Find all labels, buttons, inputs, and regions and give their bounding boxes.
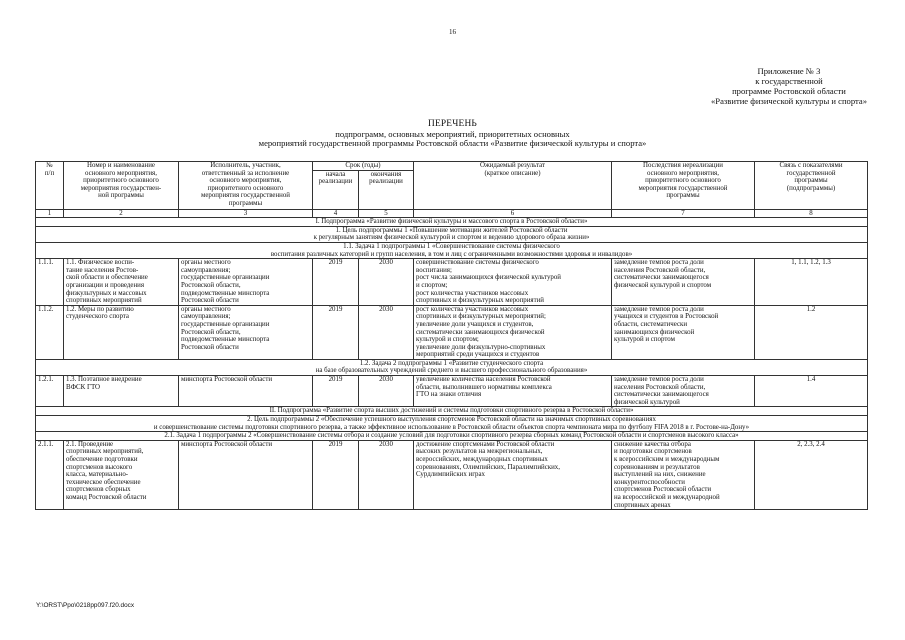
section-row (36, 226, 868, 242)
column-number: 4 (313, 209, 359, 218)
header-start: начала реализации (313, 170, 359, 209)
goal-heading: 2. Цель подпрограммы 2 «Обеспечение успешного выступления спортсменов Ростовской области на значимых спортивных соревнованиях и совершенствование системы подготовки спортивного резерва, а также эффективное использование в Ростовской области объектов спорта чемпионата мира по футболу FIFA 2018 в г. Ростове-на-Дону» (36, 416, 868, 432)
row-num: 1.2.1. (36, 376, 64, 407)
file-path-footer: Y:\ORST\Ppo\0218pp097.f20.docx (36, 602, 135, 609)
appendix-line: «Развитие физической культуры и спорта» (711, 96, 867, 106)
appendix-line: к государственной (755, 76, 823, 86)
row-executor: минспорта Ростовской области (179, 376, 313, 407)
section-row (36, 416, 868, 432)
column-number: 6 (414, 209, 612, 218)
row-name: 1.3. Поэтапное внедрение ВФСК ГТО (64, 376, 179, 407)
row-link: 1.4 (755, 376, 868, 407)
row-link: 2, 2.3, 2.4 (755, 440, 868, 509)
header-term: Срок (годы) (313, 162, 414, 171)
column-number: 1 (36, 209, 64, 218)
column-number: 5 (359, 209, 414, 218)
row-num: 2.1.1. (36, 440, 64, 509)
section-row (36, 407, 868, 416)
measures-table (35, 161, 868, 510)
header-consequences: Последствия нереализации основного мероприятия, приоритетного основного мероприятия государственной программы (612, 162, 755, 210)
document-heading (0, 120, 905, 149)
table-row (36, 305, 868, 359)
table-header-row (36, 162, 868, 171)
header-result: Ожидаемый результат (краткое описание) (414, 162, 612, 210)
header-end: окончания реализации (359, 170, 414, 209)
row-num: 1.1.2. (36, 305, 64, 359)
section-row (36, 242, 868, 258)
row-executor: органы местного самоуправления; государственные организации Ростовской области, подведомственные минспорта Ростовской области (179, 259, 313, 306)
table-row (36, 259, 868, 306)
row-consequences: замедление темпов роста доли населения Ростовской области, систематически занимающегося физической культурой (612, 376, 755, 407)
row-link: 1.2 (755, 305, 868, 359)
row-start: 2019 (313, 305, 359, 359)
row-start: 2019 (313, 376, 359, 407)
row-executor: органы местного самоуправления; государственные организации Ростовской области, подведомственные минспорта Ростовской области (179, 305, 313, 359)
row-start: 2019 (313, 259, 359, 306)
task-heading: 1.2. Задача 2 подпрограммы 1 «Развитие студенческого спорта на базе образовательных учреждений среднего и высшего профессионального образования» (36, 359, 868, 375)
row-name: 1.1. Физическое воспи- тание населения Ростов- ской области и обеспечение организации и проведения физкультурных и массовых спортивных мероприятий (64, 259, 179, 306)
document-subtitle: подпрограмм, основных мероприятий, приоритетных основных (335, 128, 570, 139)
section-row (36, 218, 868, 227)
page-number: 16 (449, 28, 456, 36)
row-end: 2030 (359, 305, 414, 359)
row-result: совершенствование системы физического воспитания; рост числа занимающихся физической культурой и спортом; рост количества участников массовых спортивных и физкультурных мероприятий (414, 259, 612, 306)
row-result: достижение спортсменами Ростовской области высоких результатов на межрегиональных, всероссийских, международных спортивных соревнованиях, Олимпийских, Паралимпийских, Сурдлимпийских играх (414, 440, 612, 509)
appendix-line: программе Ростовской области (732, 86, 846, 96)
row-consequences: замедление темпов роста доли населения Ростовской области, систематически занимающегося физической культурой и спортом (612, 259, 755, 306)
subprogram-heading: II. Подпрограмма «Развитие спорта высших достижений и системы подготовки спортивного резерва в Ростовской области» (36, 407, 868, 416)
header-executor: Исполнитель, участник, ответственный за исполнение основного мероприятия, приоритетного основного мероприятия государственной программы (179, 162, 313, 210)
header-name: Номер и наименование основного мероприятия, приоритетного основного мероприятия государствен- ной программы (64, 162, 179, 210)
table-row (36, 440, 868, 509)
row-end: 2030 (359, 440, 414, 509)
column-number: 3 (179, 209, 313, 218)
subprogram-heading: I. Подпрограмма «Развитие физической культуры и массового спорта в Ростовской области» (36, 218, 868, 227)
row-result: увеличение количества населения Ростовской области, выполнившего нормативы комплекса ГТО на знаки отличия (414, 376, 612, 407)
row-consequences: замедление темпов роста доли учащихся и студентов в Ростовской области, систематически занимающихся физической культурой и спортом (612, 305, 755, 359)
row-end: 2030 (359, 259, 414, 306)
row-link: 1, 1.1, 1.2, 1.3 (755, 259, 868, 306)
row-consequences: снижение качества отбора и подготовки спортсменов к всероссийским и международным соревнованиям и результатов выступлений на них, снижение конкурентоспособности спортсменов Ростовской области на всероссийской и международной спортивных аренах (612, 440, 755, 509)
appendix-line: Приложение № 3 (757, 66, 821, 76)
appendix-block (711, 66, 867, 106)
document-subtitle: мероприятий государственной программы Ростовской области «Развитие физической культуры и спорта» (258, 138, 647, 149)
row-num: 1.1.1. (36, 259, 64, 306)
column-number: 8 (755, 209, 868, 218)
table-row (36, 376, 868, 407)
row-end: 2030 (359, 376, 414, 407)
header-link: Связь с показателями государственной программы (подпрограммы) (755, 162, 868, 210)
header-num: № п/п (36, 162, 64, 210)
row-result: рост количества участников массовых спортивных и физкультурных мероприятий; увеличение доли учащихся и студентов, систематически занимающихся физической культурой и спортом; увеличение доли физкультурно-спортивных мероприятий среди учащихся и студентов (414, 305, 612, 359)
column-number: 2 (64, 209, 179, 218)
document-title: ПЕРЕЧЕНЬ (427, 119, 477, 129)
row-executor: минспорта Ростовской области (179, 440, 313, 509)
task-heading: 1.1. Задача 1 подпрограммы 1 «Совершенствование системы физического воспитания различных категорий и групп населения, в том и лиц с ограниченными возможностями здоровья и инвалидов» (36, 242, 868, 258)
task-heading: 2.1. Задача 1 подпрограммы 2 «Совершенствование системы отбора и создание условий для подготовки спортивного резерва сборных команд Ростовской области и спортсменов высокого класса» (36, 432, 868, 441)
row-name: 2.1. Проведение спортивных мероприятий, обеспечение подготовки спортсменов высокого класса, материально- техническое обеспечение спортсменов сборных команд Ростовской области (64, 440, 179, 509)
goal-heading: 1. Цель подпрограммы 1 «Повышение мотивации жителей Ростовской области к регулярным занятиям физической культурой и спортом и ведению здорового образа жизни» (36, 226, 868, 242)
column-number-row (36, 209, 868, 218)
column-number: 7 (612, 209, 755, 218)
section-row (36, 359, 868, 375)
row-start: 2019 (313, 440, 359, 509)
row-name: 1.2. Меры по развитию студенческого спорта (64, 305, 179, 359)
section-row (36, 432, 868, 441)
